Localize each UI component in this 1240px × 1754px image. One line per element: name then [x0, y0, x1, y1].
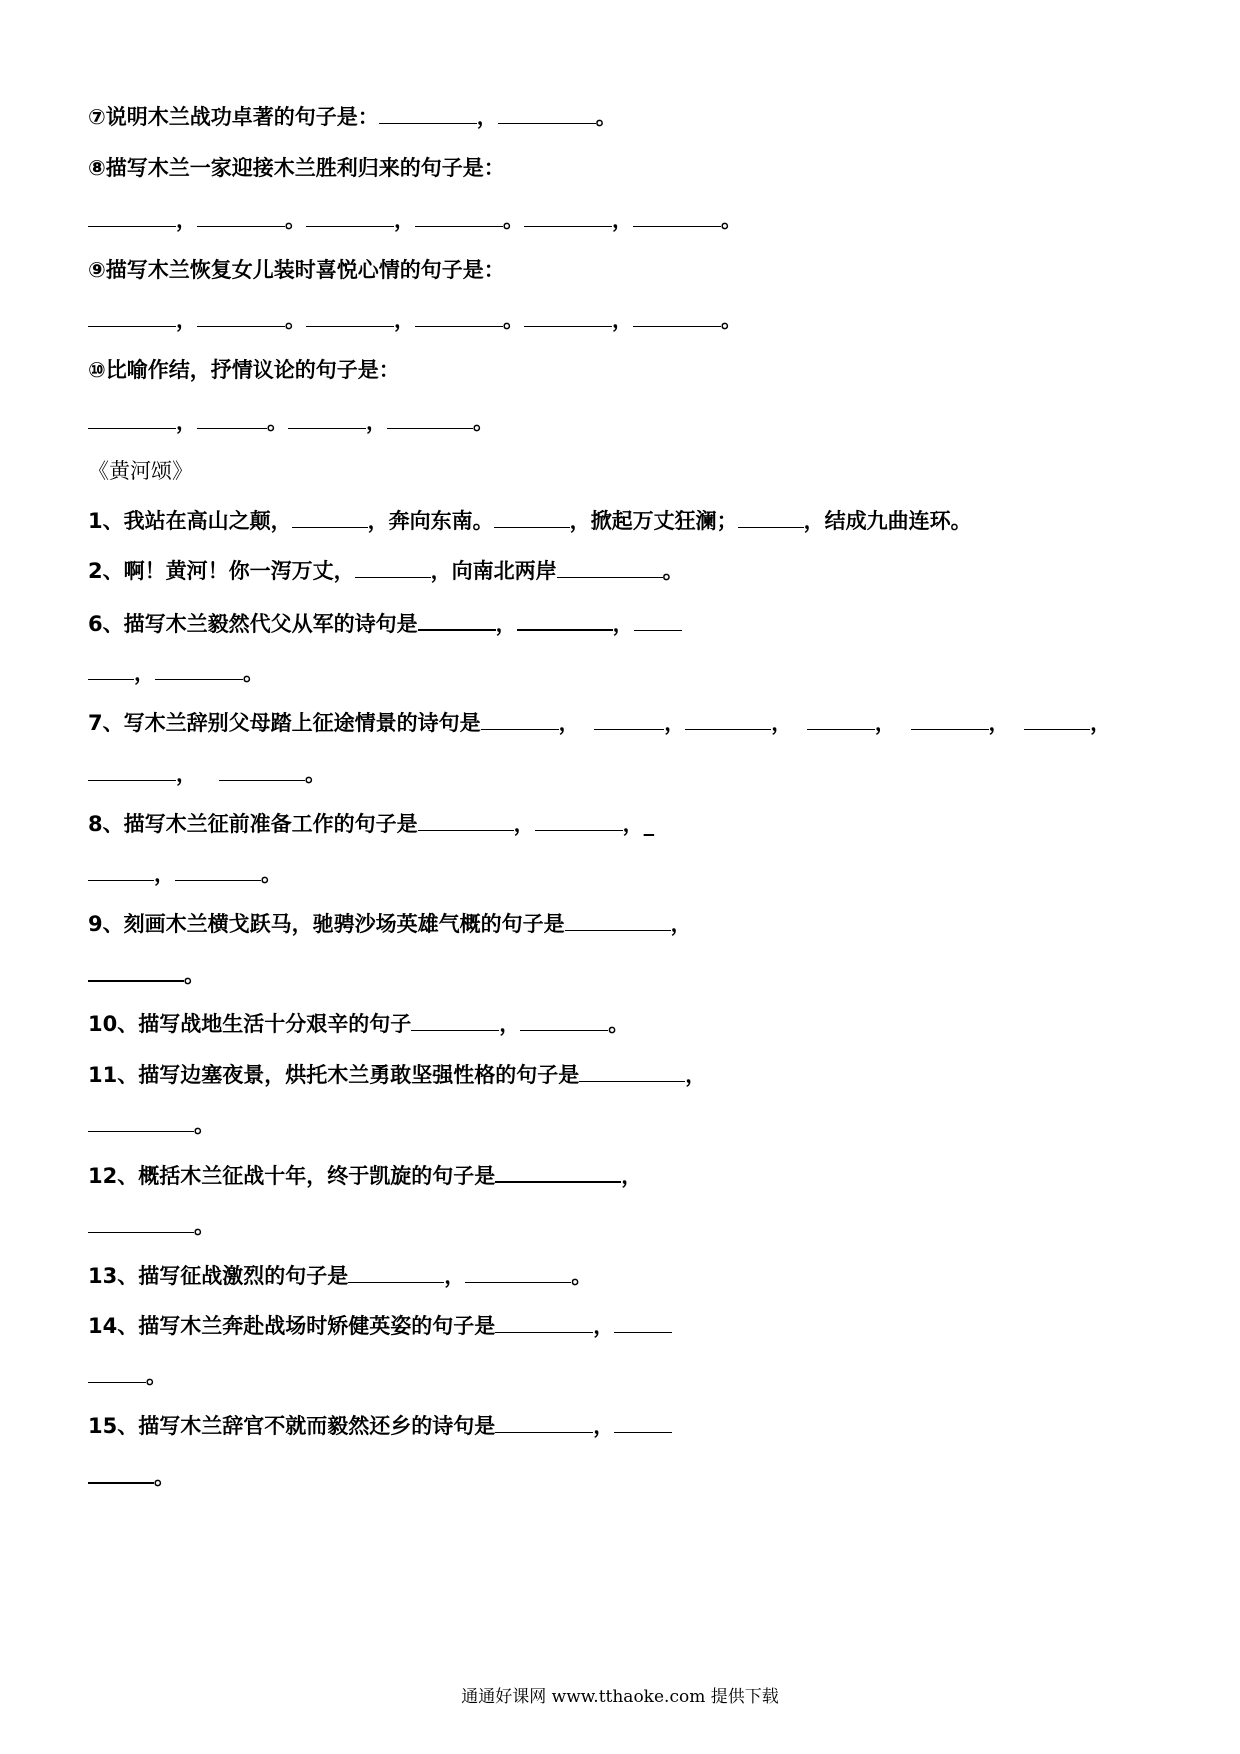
question-9-text: ⑨描写木兰恢复女儿装时喜悦心情的句子是： [88, 258, 505, 282]
answer-blank[interactable] [418, 609, 496, 631]
answer-blank[interactable] [557, 557, 663, 578]
answer-blank[interactable] [495, 1412, 593, 1433]
answer-blank[interactable] [306, 306, 394, 327]
answer-blank[interactable] [494, 507, 570, 528]
answer-blank[interactable] [1024, 709, 1090, 730]
answer-blank[interactable] [465, 1262, 571, 1283]
answer-blank[interactable] [594, 709, 664, 730]
question-12-cont: 。 [88, 1212, 215, 1240]
question-10 [88, 356, 400, 384]
answer-blank[interactable] [197, 206, 285, 227]
question-6: 6、描写木兰毅然代父从军的诗句是 ， ， [88, 609, 682, 637]
question-11-num: 11、描写边塞夜景，烘托木兰勇敢坚强性格的句子是 ， [88, 1063, 707, 1087]
answer-blank[interactable] [88, 408, 176, 429]
answer-blank[interactable] [495, 1312, 593, 1333]
question-10-num: 10、描写战地生活十分艰辛的句子 ， 。 [88, 1012, 630, 1036]
answer-blank[interactable] [306, 206, 394, 227]
question-8-answers: ， 。 ， 。 ， 。 [88, 206, 742, 234]
question-8 [88, 154, 505, 182]
answer-blank[interactable] [387, 408, 473, 429]
question-8-num: 8、描写木兰征前准备工作的句子是 ， ，_ [88, 812, 655, 836]
answer-blank[interactable] [633, 206, 721, 227]
answer-blank[interactable] [634, 610, 682, 631]
question-13-num: 13、描写征战激烈的句子是 ， 。 [88, 1264, 593, 1288]
question-9-num: 9、刻画木兰横戈跃马，驰骋沙场英雄气概的句子是 ， [88, 912, 692, 936]
answer-blank[interactable] [415, 206, 503, 227]
question-15-num: 15、描写木兰辞官不就而毅然还乡的诗句是 ， [88, 1412, 672, 1440]
answer-blank[interactable] [219, 760, 305, 781]
answer-blank[interactable] [88, 1362, 146, 1383]
answer-blank[interactable] [379, 103, 477, 124]
question-14-num: 14、描写木兰奔赴战场时矫健英姿的句子是 ， [88, 1312, 672, 1340]
answer-blank[interactable] [175, 860, 261, 881]
answer-blank[interactable] [88, 1111, 194, 1132]
answer-blank[interactable] [155, 659, 243, 680]
answer-blank[interactable] [807, 709, 875, 730]
question-9-answers: ， 。 ， 。 ， 。 [88, 306, 742, 334]
answer-blank[interactable] [88, 860, 154, 881]
answer-blank[interactable] [495, 1161, 621, 1183]
answer-blank[interactable] [579, 1061, 685, 1082]
answer-blank[interactable] [418, 810, 514, 831]
question-9-cont: 。 [88, 960, 205, 988]
answer-blank[interactable] [415, 306, 503, 327]
answer-blank[interactable] [498, 103, 596, 124]
answer-blank[interactable] [524, 306, 612, 327]
question-8-text: ⑧描写木兰一家迎接木兰胜利归来的句子是： [88, 156, 505, 180]
huanghe-line-1: 1、我站在高山之颠， ，奔向东南。 ，掀起万丈狂澜； ，结成九曲连环。 [88, 509, 972, 533]
answer-blank[interactable] [197, 306, 285, 327]
question-9 [88, 256, 505, 284]
answer-blank[interactable] [292, 507, 368, 528]
answer-blank[interactable] [535, 810, 623, 831]
answer-blank[interactable] [524, 206, 612, 227]
answer-blank[interactable] [614, 1312, 672, 1333]
answer-blank[interactable] [88, 760, 176, 781]
question-10-answers: ， 。 ， 。 [88, 408, 494, 436]
answer-blank[interactable] [685, 709, 771, 730]
answer-blank[interactable] [88, 1462, 154, 1484]
answer-blank[interactable] [633, 306, 721, 327]
footer-text: 通通好课网 www.tthaoke.com 提供下载 [461, 1687, 779, 1707]
answer-blank[interactable] [197, 408, 267, 429]
answer-blank[interactable] [738, 507, 804, 528]
answer-blank[interactable] [614, 1412, 672, 1433]
huanghe-line-2: 2、啊！黄河！你一泻万丈， ，向南北两岸 。 [88, 559, 684, 583]
answer-blank[interactable] [481, 709, 559, 730]
answer-blank[interactable] [88, 306, 176, 327]
question-12-num: 12、概括木兰征战十年，终于凯旋的句子是 ， [88, 1161, 642, 1189]
question-7-cont: ， 。 [88, 760, 326, 788]
answer-blank[interactable] [88, 206, 176, 227]
answer-blank[interactable] [517, 609, 613, 631]
question-8-cont: ， 。 [88, 860, 282, 888]
answer-blank[interactable] [911, 709, 989, 730]
answer-blank[interactable] [88, 659, 134, 680]
question-11-cont: 。 [88, 1111, 215, 1139]
question-7-num: 7、写木兰辞别父母踏上征途情景的诗句是 ， ， ， ， ， ， [88, 711, 1112, 735]
section-title: 《黄河颂》 [88, 459, 193, 483]
answer-blank[interactable] [355, 557, 431, 578]
question-7-text: ⑦说明木兰战功卓著的句子是： [88, 105, 379, 129]
answer-blank[interactable] [88, 960, 184, 982]
answer-blank[interactable] [88, 1212, 194, 1233]
answer-blank[interactable] [288, 408, 366, 429]
question-15-cont: 。 [88, 1462, 175, 1490]
answer-blank[interactable] [565, 910, 671, 931]
answer-blank[interactable] [348, 1262, 444, 1283]
question-14-cont: 。 [88, 1362, 167, 1390]
answer-blank[interactable] [411, 1010, 499, 1031]
question-6-cont: ， 。 [88, 659, 264, 687]
answer-blank[interactable] [520, 1010, 608, 1031]
question-10-text: ⑩比喻作结，抒情议论的句子是： [88, 358, 400, 382]
question-7: ⑦说明木兰战功卓著的句子是： ， 。 [88, 105, 617, 129]
